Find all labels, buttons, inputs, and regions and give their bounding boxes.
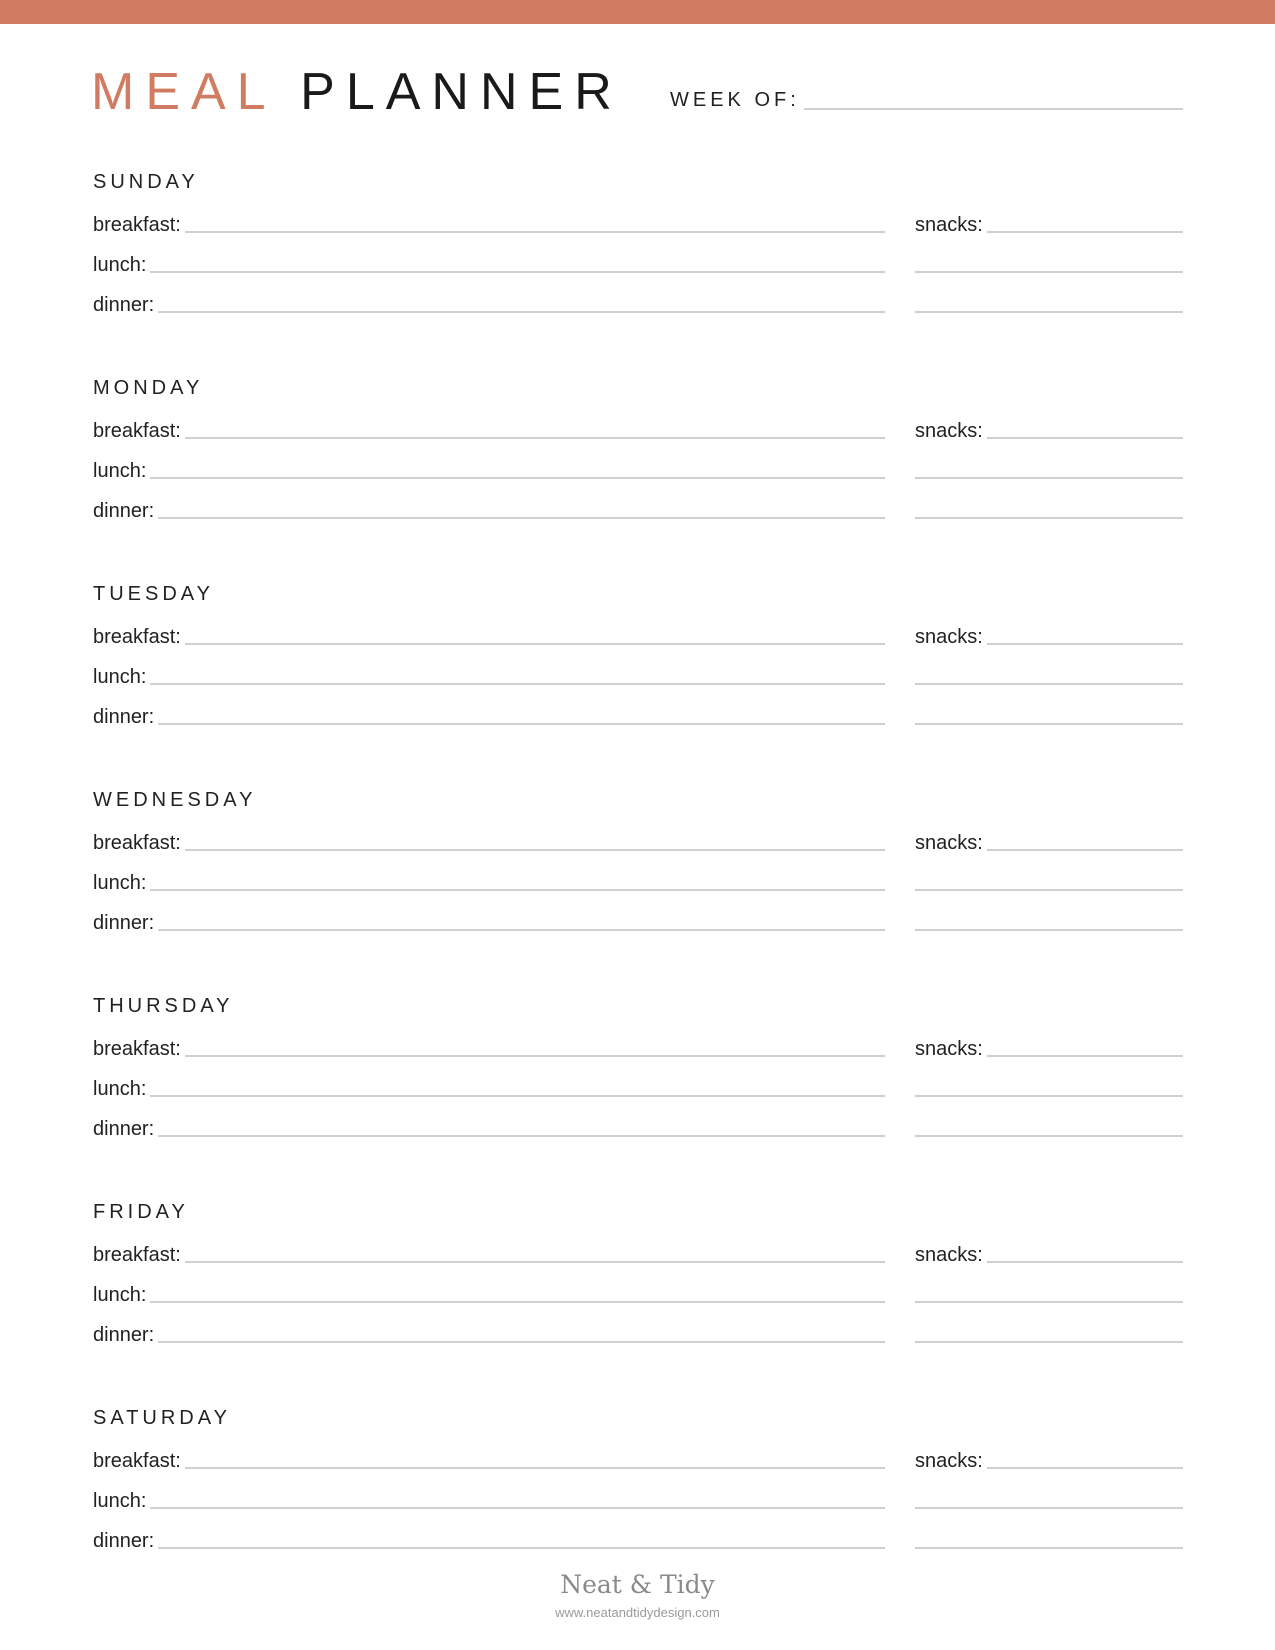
lunch-label: lunch: [93, 460, 147, 482]
meal-row-dinner [93, 1307, 1183, 1347]
breakfast-line[interactable] [185, 1055, 885, 1057]
snacks-field-3[interactable] [915, 723, 1183, 729]
breakfast-label: breakfast: [93, 1244, 181, 1266]
meal-row-dinner [93, 689, 1183, 729]
snacks-line[interactable] [915, 271, 1183, 273]
snacks-label: snacks: [915, 832, 983, 854]
day-section-thursday [93, 994, 1183, 1141]
snacks-label: snacks: [915, 1450, 983, 1472]
snacks-line[interactable] [987, 643, 1183, 645]
snacks-label: snacks: [915, 214, 983, 236]
day-heading: THURSDAY [93, 995, 234, 1017]
meal-row-breakfast [93, 194, 1183, 237]
day-heading: WEDNESDAY [93, 789, 257, 811]
dinner-label: dinner: [93, 1324, 155, 1346]
lunch-line[interactable] [150, 271, 885, 273]
meal-row-breakfast [93, 606, 1183, 649]
snacks-line[interactable] [915, 1135, 1183, 1137]
day-section-friday [93, 1200, 1183, 1347]
day-section-tuesday [93, 582, 1183, 729]
dinner-label: dinner: [93, 1118, 155, 1140]
snacks-line[interactable] [915, 1341, 1183, 1343]
lunch-label: lunch: [93, 254, 147, 276]
snacks-field-1[interactable] [915, 213, 1183, 237]
meal-row-breakfast [93, 1018, 1183, 1061]
snacks-line[interactable] [987, 849, 1183, 851]
snacks-line[interactable] [987, 231, 1183, 233]
day-section-sunday [93, 170, 1183, 317]
meal-row-breakfast [93, 1224, 1183, 1267]
dinner-line[interactable] [158, 517, 885, 519]
day-heading: SATURDAY [93, 1407, 231, 1429]
meal-row-dinner [93, 895, 1183, 935]
day-section-monday [93, 376, 1183, 523]
dinner-line[interactable] [158, 723, 885, 725]
lunch-label: lunch: [93, 1490, 147, 1512]
week-of-line[interactable] [804, 108, 1183, 110]
breakfast-line[interactable] [185, 437, 885, 439]
snacks-field-3[interactable] [915, 311, 1183, 317]
breakfast-field[interactable] [93, 1243, 885, 1267]
lunch-field[interactable] [93, 253, 885, 277]
snacks-line[interactable] [915, 1095, 1183, 1097]
day-section-saturday [93, 1406, 1183, 1553]
snacks-field-2[interactable] [915, 271, 1183, 277]
meal-row-breakfast [93, 1430, 1183, 1473]
meal-row-dinner [93, 1513, 1183, 1553]
lunch-label: lunch: [93, 1078, 147, 1100]
dinner-field[interactable] [93, 499, 885, 523]
breakfast-line[interactable] [185, 231, 885, 233]
breakfast-field[interactable] [93, 213, 885, 237]
snacks-field-1[interactable] [915, 1449, 1183, 1473]
breakfast-line[interactable] [185, 1467, 885, 1469]
snacks-line[interactable] [915, 311, 1183, 313]
meal-row-dinner [93, 277, 1183, 317]
snacks-field-1[interactable] [915, 419, 1183, 443]
dinner-field[interactable] [93, 1323, 885, 1347]
breakfast-line[interactable] [185, 849, 885, 851]
lunch-line[interactable] [150, 1301, 885, 1303]
breakfast-field[interactable] [93, 419, 885, 443]
lunch-line[interactable] [150, 1095, 885, 1097]
lunch-field[interactable] [93, 1077, 885, 1101]
snacks-field-3[interactable] [915, 1341, 1183, 1347]
breakfast-line[interactable] [185, 643, 885, 645]
top-accent-bar [0, 0, 1275, 24]
snacks-label: snacks: [915, 420, 983, 442]
snacks-line[interactable] [987, 1467, 1183, 1469]
snacks-field-2[interactable] [915, 1301, 1183, 1307]
lunch-line[interactable] [150, 889, 885, 891]
lunch-field[interactable] [93, 665, 885, 689]
breakfast-label: breakfast: [93, 420, 181, 442]
day-heading: TUESDAY [93, 583, 214, 605]
week-of-field[interactable] [670, 88, 1183, 112]
meal-row-breakfast [93, 400, 1183, 443]
dinner-line[interactable] [158, 1341, 885, 1343]
dinner-label: dinner: [93, 1530, 155, 1552]
breakfast-line[interactable] [185, 1261, 885, 1263]
snacks-field-3[interactable] [915, 1135, 1183, 1141]
dinner-field[interactable] [93, 705, 885, 729]
snacks-label: snacks: [915, 1244, 983, 1266]
day-section-wednesday [93, 788, 1183, 935]
lunch-field[interactable] [93, 871, 885, 895]
breakfast-label: breakfast: [93, 626, 181, 648]
lunch-label: lunch: [93, 666, 147, 688]
snacks-line[interactable] [987, 1055, 1183, 1057]
meal-row-breakfast [93, 812, 1183, 855]
snacks-field-1[interactable] [915, 625, 1183, 649]
breakfast-label: breakfast: [93, 1038, 181, 1060]
snacks-field-2[interactable] [915, 477, 1183, 483]
snacks-label: snacks: [915, 1038, 983, 1060]
meal-row-lunch [93, 1267, 1183, 1307]
snacks-line[interactable] [915, 1547, 1183, 1549]
snacks-line[interactable] [915, 683, 1183, 685]
meal-row-lunch [93, 443, 1183, 483]
snacks-field-3[interactable] [915, 929, 1183, 935]
dinner-label: dinner: [93, 500, 155, 522]
lunch-line[interactable] [150, 1507, 885, 1509]
snacks-line[interactable] [987, 437, 1183, 439]
snacks-field-2[interactable] [915, 683, 1183, 689]
snacks-field-1[interactable] [915, 1037, 1183, 1061]
snacks-line[interactable] [915, 1301, 1183, 1303]
dinner-label: dinner: [93, 912, 155, 934]
day-heading: MONDAY [93, 377, 204, 399]
snacks-field-3[interactable] [915, 1547, 1183, 1553]
meal-row-dinner [93, 1101, 1183, 1141]
breakfast-field[interactable] [93, 625, 885, 649]
dinner-line[interactable] [158, 311, 885, 313]
breakfast-label: breakfast: [93, 1450, 181, 1472]
dinner-label: dinner: [93, 706, 155, 728]
dinner-line[interactable] [158, 1135, 885, 1137]
meal-row-lunch [93, 237, 1183, 277]
snacks-line[interactable] [915, 1507, 1183, 1509]
dinner-label: dinner: [93, 294, 155, 316]
breakfast-label: breakfast: [93, 832, 181, 854]
snacks-field-1[interactable] [915, 1243, 1183, 1267]
snacks-line[interactable] [915, 477, 1183, 479]
lunch-line[interactable] [150, 477, 885, 479]
week-of-label: WEEK OF: [670, 89, 800, 111]
page-title [91, 62, 623, 122]
meal-row-lunch [93, 649, 1183, 689]
snacks-line[interactable] [987, 1261, 1183, 1263]
title-planner: PLANNER [300, 63, 623, 121]
breakfast-field[interactable] [93, 1449, 885, 1473]
dinner-line[interactable] [158, 929, 885, 931]
snacks-field-3[interactable] [915, 517, 1183, 523]
lunch-label: lunch: [93, 872, 147, 894]
lunch-label: lunch: [93, 1284, 147, 1306]
snacks-line[interactable] [915, 517, 1183, 519]
day-heading: FRIDAY [93, 1201, 189, 1223]
meal-row-lunch [93, 1473, 1183, 1513]
snacks-field-2[interactable] [915, 1095, 1183, 1101]
dinner-field[interactable] [93, 1117, 885, 1141]
snacks-field-1[interactable] [915, 831, 1183, 855]
breakfast-label: breakfast: [93, 214, 181, 236]
title-meal: MEAL [91, 63, 275, 121]
lunch-field[interactable] [93, 459, 885, 483]
lunch-field[interactable] [93, 1489, 885, 1513]
brand-logo: Neat & Tidy [560, 1570, 715, 1599]
breakfast-field[interactable] [93, 831, 885, 855]
dinner-field[interactable] [93, 1529, 885, 1553]
day-heading: SUNDAY [93, 171, 199, 193]
lunch-field[interactable] [93, 1283, 885, 1307]
snacks-line[interactable] [915, 929, 1183, 931]
meal-row-lunch [93, 1061, 1183, 1101]
breakfast-field[interactable] [93, 1037, 885, 1061]
lunch-line[interactable] [150, 683, 885, 685]
meal-row-lunch [93, 855, 1183, 895]
snacks-field-2[interactable] [915, 1507, 1183, 1513]
meal-row-dinner [93, 483, 1183, 523]
snacks-label: snacks: [915, 626, 983, 648]
brand-url: www.neatandtidydesign.com [555, 1605, 720, 1620]
dinner-field[interactable] [93, 911, 885, 935]
snacks-field-2[interactable] [915, 889, 1183, 895]
snacks-line[interactable] [915, 889, 1183, 891]
dinner-line[interactable] [158, 1547, 885, 1549]
snacks-line[interactable] [915, 723, 1183, 725]
dinner-field[interactable] [93, 293, 885, 317]
